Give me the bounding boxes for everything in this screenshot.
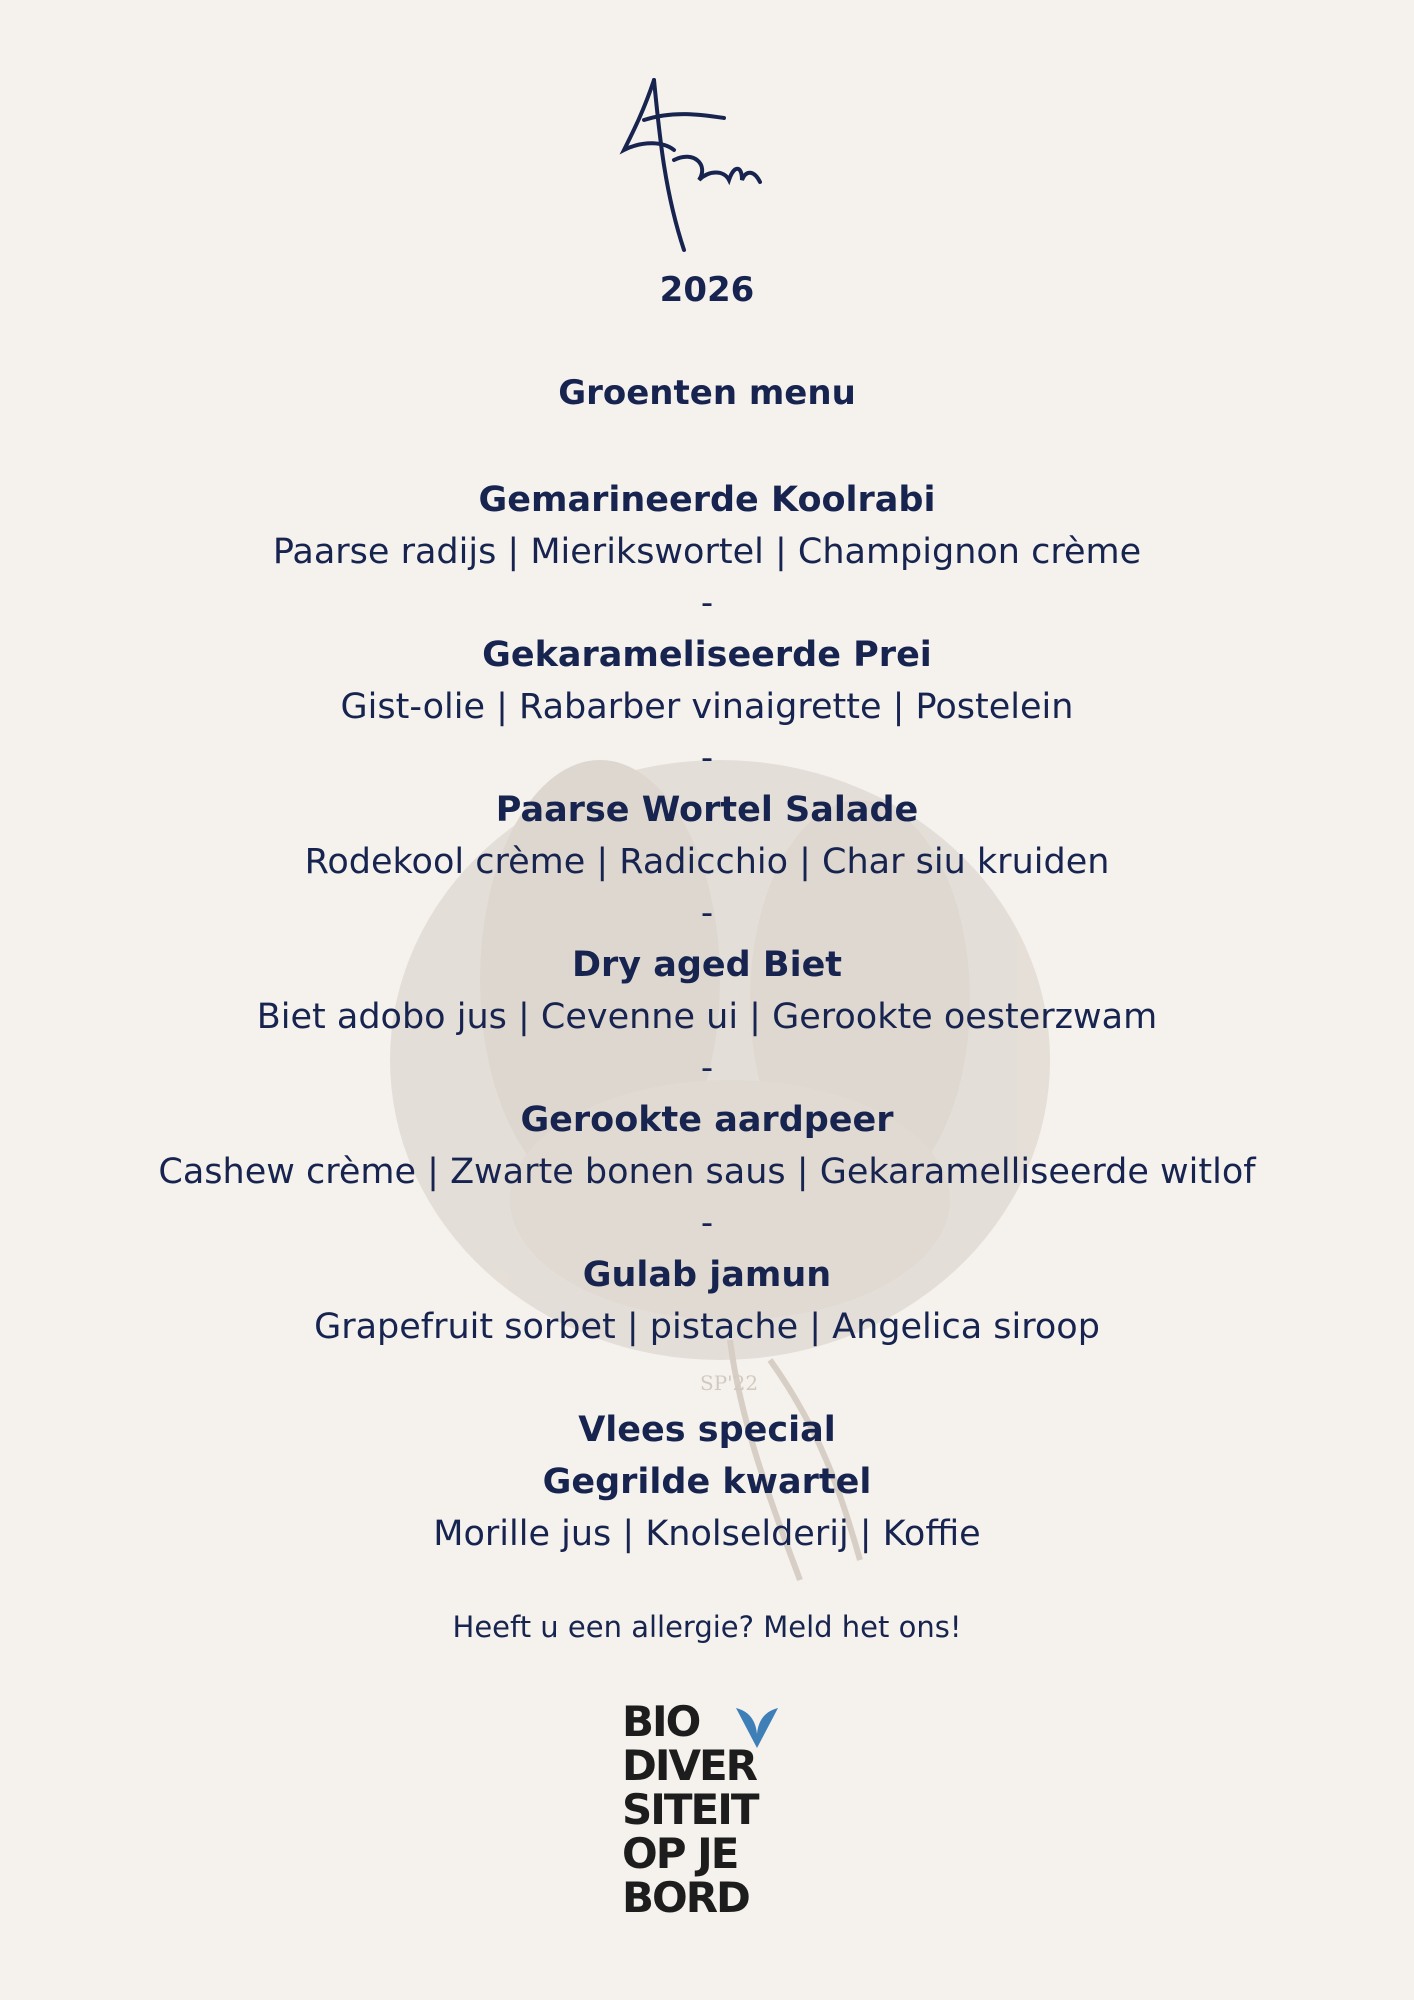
course-name: Dry aged Biet — [571, 945, 843, 985]
course-description: Paarse radijs | Mierikswortel | Champignon crème — [272, 532, 1142, 572]
course-separator: - — [700, 738, 714, 778]
menu-title: Groenten menu — [558, 373, 856, 413]
course-item — [0, 1249, 1414, 1353]
course-name: Gekarameliseerde Prei — [482, 635, 932, 675]
course-list — [0, 474, 1414, 1353]
course-item — [0, 1094, 1414, 1198]
course-name: Gulab jamun — [582, 1255, 832, 1295]
course-separator: - — [700, 893, 714, 933]
course-description: Rodekool crème | Radicchio | Char siu kruiden — [304, 842, 1110, 882]
menu-year: 2026 — [659, 270, 755, 310]
course-item — [0, 784, 1414, 888]
course-description: Gist-olie | Rabarber vinaigrette | Postelein — [340, 687, 1074, 727]
feu-signature-logo — [614, 70, 794, 260]
logo-line: OP JE — [622, 1829, 738, 1878]
course-item — [0, 629, 1414, 733]
course-item — [0, 474, 1414, 578]
logo-line: SITEIT — [622, 1785, 758, 1834]
biodiversiteit-logo — [622, 1697, 782, 1950]
course-description: Biet adobo jus | Cevenne ui | Gerookte oesterzwam — [256, 997, 1158, 1037]
course-separator: - — [700, 1203, 714, 1243]
course-separator: - — [700, 583, 714, 623]
meat-special-section — [0, 1404, 1414, 1560]
course-description: Grapefruit sorbet | pistache | Angelica siroop — [314, 1307, 1100, 1347]
course-name: Gemarineerde Koolrabi — [478, 480, 936, 520]
course-separator: - — [700, 1048, 714, 1088]
butterfly-icon — [732, 1704, 782, 1752]
special-name: Gegrilde kwartel — [542, 1462, 872, 1502]
course-description: Cashew crème | Zwarte bonen saus | Gekaramelliseerde witlof — [158, 1152, 1256, 1192]
special-description: Morille jus | Knolselderij | Koffie — [433, 1514, 981, 1554]
logo-line: DIVER — [622, 1741, 757, 1790]
logo-line: BIO — [622, 1697, 700, 1746]
logo-line: BORD — [622, 1873, 749, 1922]
course-name: Gerookte aardpeer — [520, 1100, 894, 1140]
course-name: Paarse Wortel Salade — [495, 790, 919, 830]
course-item — [0, 939, 1414, 1043]
watermark-initials: SP'22 — [700, 1371, 759, 1395]
allergy-notice: Heeft u een allergie? Meld het ons! — [452, 1610, 962, 1644]
special-heading: Vlees special — [578, 1410, 836, 1450]
